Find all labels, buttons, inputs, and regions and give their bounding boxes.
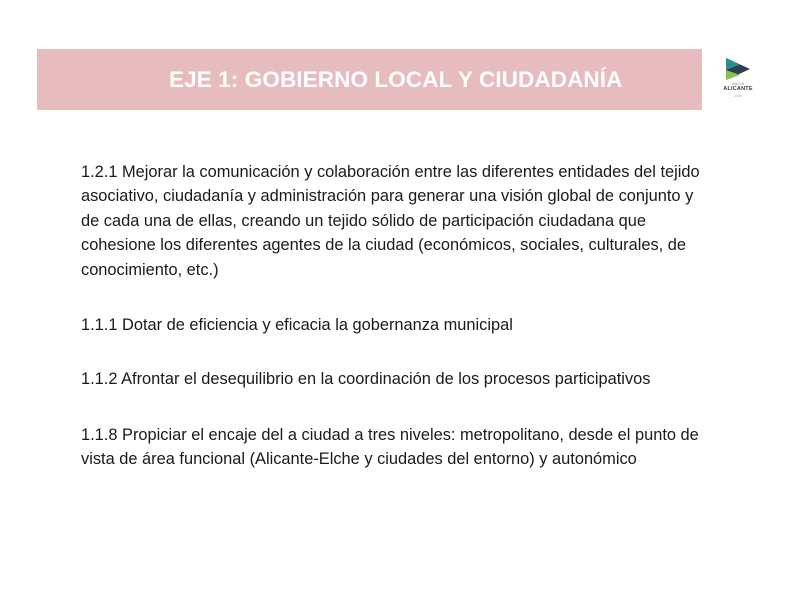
logo [718, 56, 758, 102]
content-list [81, 160, 711, 472]
title-banner [37, 49, 702, 110]
logo-main-text: ALICANTE [723, 86, 753, 92]
objective-item: 1.1.1 Dotar de eficiencia y eficacia la gobernanza municipal [81, 316, 513, 335]
play-triangle-logo-icon [724, 56, 752, 82]
slide-title: EJE 1: GOBIERNO LOCAL Y CIUDADANÍA [169, 66, 623, 92]
objective-item: 1.1.8 Propiciar el encaje del a ciudad a tres niveles: metropolitano, desde el punto de vista de área funcional (Alicante-Elche y ciudades del entorno) y autonómico [81, 425, 699, 469]
logo-top-text: HACIA [731, 82, 745, 86]
logo-bottom-text: 2030 [734, 94, 742, 98]
objective-item: 1.1.2 Afrontar el desequilibrio en la coordinación de los procesos participativos [81, 370, 651, 389]
objective-item: 1.2.1 Mejorar la comunicación y colaboración entre las diferentes entidades del tejido asociativo, ciudadanía y administración para generar una visión global de conjunto y de cada una de ellas, creando un tejido sólido de participación ciudadana que cohesione los diferentes agentes de la ciudad (económicos, sociales, culturales, de conocimiento, etc.) [81, 163, 700, 279]
